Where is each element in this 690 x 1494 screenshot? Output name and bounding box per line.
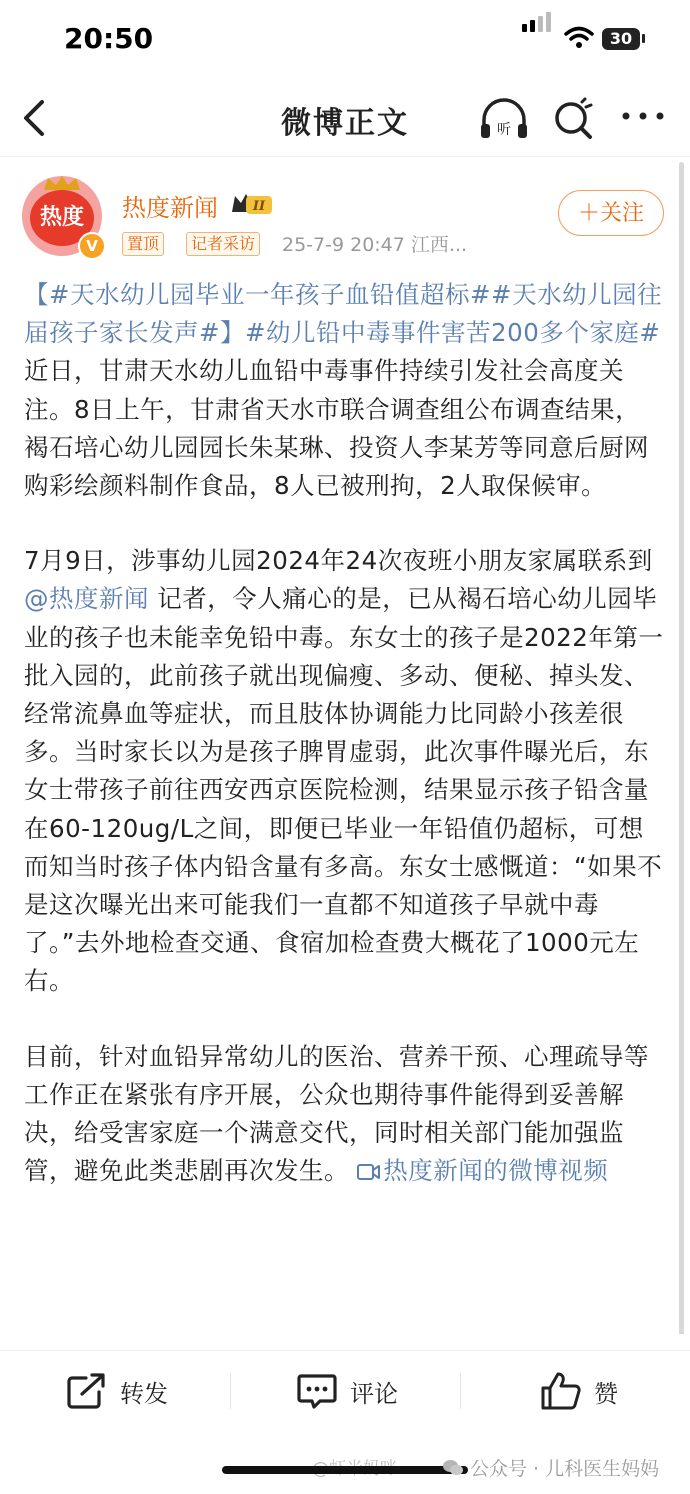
- listen-icon[interactable]: [478, 96, 530, 142]
- scrollbar[interactable]: [679, 162, 684, 1342]
- divider: [460, 1373, 461, 1409]
- post-content: [24, 276, 664, 1227]
- post-meta: 25-7-9 20:47 江西...: [282, 234, 468, 256]
- more-icon[interactable]: [620, 106, 666, 126]
- video-link-text: 热度新闻的微博视频: [383, 1156, 609, 1186]
- hashtag-link[interactable]: 【#天水幼儿园毕业一年孩子血铅值超标##天水幼儿园往届孩子家长发声#】: [24, 280, 663, 348]
- home-indicator[interactable]: [222, 1466, 468, 1474]
- follow-button[interactable]: ＋关注: [558, 190, 664, 236]
- comment-button[interactable]: [296, 1371, 398, 1411]
- watermark-right: [442, 1454, 659, 1481]
- avatar[interactable]: [22, 176, 102, 256]
- video-link[interactable]: [357, 1156, 608, 1185]
- battery-tip: [642, 34, 645, 43]
- hashtag-link[interactable]: #幼儿铅中毒事件害苦200多个家庭#: [245, 318, 661, 348]
- wifi-icon: [564, 26, 594, 50]
- author-name[interactable]: 热度新闻: [122, 194, 218, 222]
- repost-button[interactable]: [66, 1371, 168, 1411]
- crown-icon: [40, 174, 84, 192]
- like-button[interactable]: [540, 1371, 618, 1411]
- video-icon: [357, 1163, 381, 1181]
- level-text: II: [252, 199, 266, 214]
- like-icon: [540, 1371, 582, 1411]
- battery-indicator: 30: [602, 28, 640, 50]
- post-paragraph-1: [24, 276, 664, 505]
- status-time: 20:50: [64, 22, 154, 55]
- action-bar: [0, 1350, 690, 1433]
- mention-link[interactable]: @热度新闻: [24, 584, 149, 614]
- page-title: 微博正文: [281, 106, 409, 141]
- pinned-tag: 置顶: [122, 232, 164, 256]
- content-clip: [0, 1334, 690, 1350]
- paragraph-text: 近日，甘肃天水幼儿血铅中毒事件持续引发社会高度关注。8日上午，甘肃省天水市联合调查组公布调查结果，褐石培心幼儿园园长朱某琳、投资人李某芳等同意后厨网购彩绘颜料制作食品，8人已被刑拘，2人取保候审。: [24, 356, 649, 501]
- member-crown-icon: [230, 190, 274, 216]
- reporter-tag: 记者采访: [186, 232, 260, 256]
- repost-label: 转发: [120, 1379, 168, 1408]
- paragraph-text: 目前，针对血铅异常幼儿的医治、营养干预、心理疏导等工作正在紧张有序开展，公众也期待事件能得到妥善解决，给受害家庭一个满意交代，同时相关部门能加强监管，避免此类悲剧再次发生。: [24, 1041, 649, 1186]
- status-bar: [0, 0, 690, 80]
- verified-badge: V: [78, 232, 106, 260]
- post-paragraph-2: [24, 542, 664, 1000]
- divider: [230, 1373, 231, 1409]
- watermark-right-text: 公众号 · 儿科医生妈妈: [470, 1458, 660, 1480]
- svg-text:听: 听: [497, 122, 511, 138]
- wechat-icon: [442, 1458, 464, 1478]
- comment-label: 评论: [350, 1379, 398, 1408]
- paragraph-text: 7月9日，涉事幼儿园2024年24次夜班小朋友家属联系到: [24, 546, 653, 576]
- like-label: 赞: [594, 1379, 618, 1408]
- nav-bar: [0, 80, 690, 157]
- post-paragraph-3: [24, 1038, 664, 1191]
- avatar-text: 热度: [30, 190, 94, 246]
- repost-icon: [66, 1372, 108, 1410]
- paragraph-text: 记者，令人痛心的是，已从褐石培心幼儿园毕业的孩子也未能幸免铅中毒。东女士的孩子是2022年第一批入园的，此前孩子就出现偏瘦、多动、便秘、掉头发、经常流鼻血等症状，而且肢体协调能力比同龄小孩差很多。当时家长以为是孩子脾胃虚弱，此次事件曝光后，东女士带孩子前往西安西京医院检测，结果显示孩子铅含量在60-120ug/L之间，即便已毕业一年铅值仍超标，可想而知当时孩子体内铅含量有多高。东女士感慨道：“如果不是这次曝光出来可能我们一直都不知道孩子早就中毒了。”去外地检查交通、食宿加检查费大概花了1000元左右。: [24, 584, 664, 996]
- comment-icon: [296, 1372, 338, 1410]
- search-icon[interactable]: [552, 96, 596, 142]
